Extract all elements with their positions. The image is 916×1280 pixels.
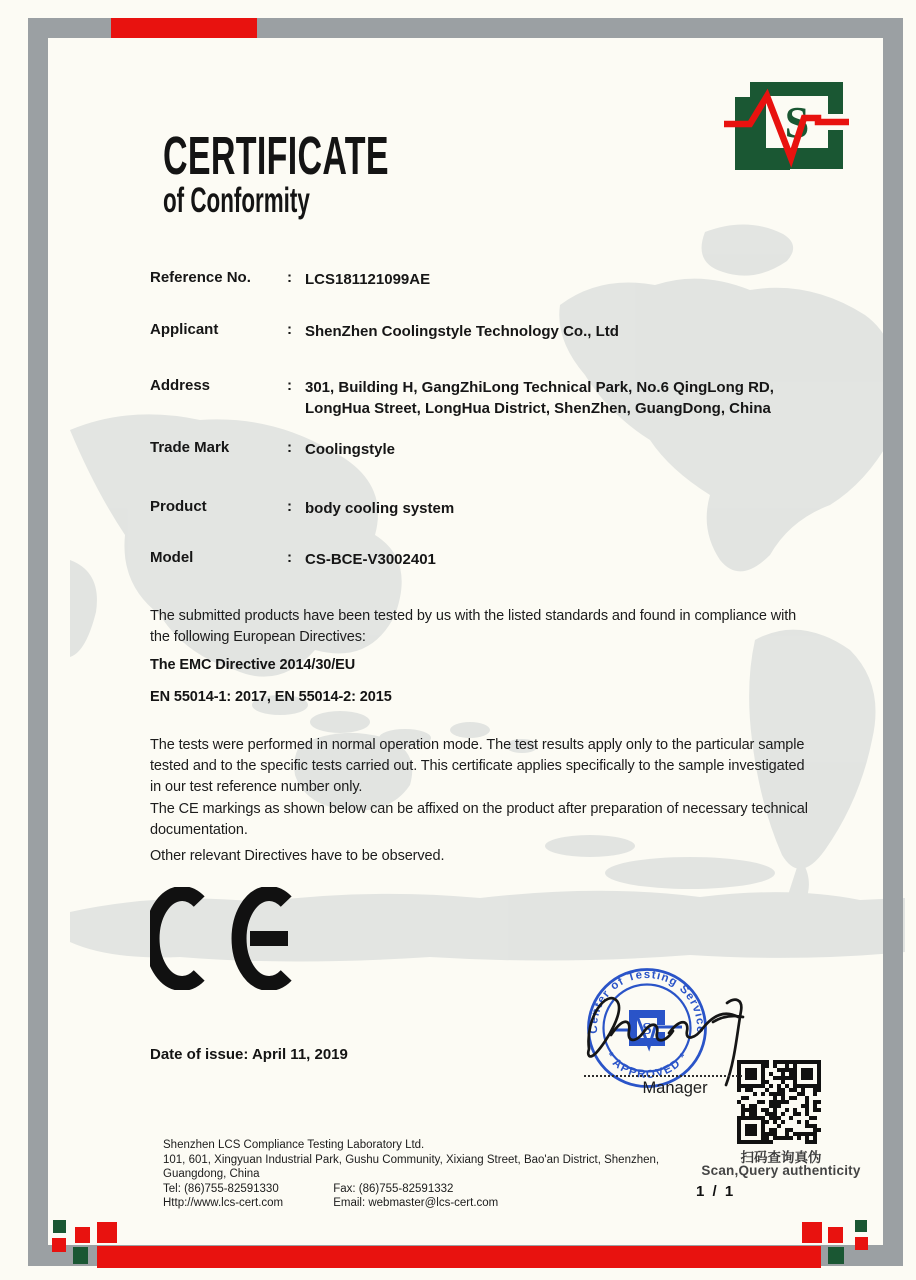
field-colon: : [287,269,292,286]
footer-company: Shenzhen LCS Compliance Testing Laboratory Ltd. [163,1139,425,1151]
field-colon: : [287,498,292,515]
signer-role: Manager [642,1079,708,1097]
stamp-letter: S [642,1019,652,1038]
paragraph-directive: The EMC Directive 2014/30/EU [150,657,356,673]
deco-square [855,1220,867,1232]
paragraph-other-note: Other relevant Directives have to be observed. [150,848,445,864]
footer-address-line1: 101, 601, Xingyuan Industrial Park, Gushu Community, Xixiang Street, Bao'an District, Shenzhen, [163,1153,660,1166]
top-red-accent-bar [111,18,257,38]
field-label: Trade Mark [150,439,230,456]
qr-caption-zh: 扫码查询真伪 [740,1150,822,1165]
frame-right [883,18,903,1266]
field-value: LCS181121099AE [305,271,431,288]
paragraph-tests-note: The tests were performed in normal operation mode. The test results apply only to the particular sample tested and to the specific tests carried out. This certificate applies specifically to the sample investigated in our test reference number only. [150,737,805,795]
footer-email: Email: webmaster@lcs-cert.com [333,1197,499,1210]
frame-left [28,18,48,1266]
field-label: Product [150,498,207,515]
field-value: ShenZhen Coolingstyle Technology Co., Ltd [305,323,619,340]
field-value: Coolingstyle [305,441,396,458]
deco-square [53,1220,66,1233]
deco-square [855,1237,868,1250]
field-colon: : [287,377,292,394]
footer-fax: Fax: (86)755-82591332 [333,1182,454,1195]
bottom-red-bar [97,1246,821,1268]
field-label: Model [150,549,194,566]
deco-square [97,1222,117,1243]
deco-square [828,1247,844,1264]
date-of-issue: Date of issue: April 11, 2019 [150,1046,348,1063]
field-value: body cooling system [305,500,455,517]
ce-marking-icon [150,887,293,990]
deco-square [75,1227,90,1243]
deco-square [73,1247,88,1264]
certificate-subtitle: of Conformity [163,181,310,220]
field-colon: : [287,439,292,456]
stamp-ring-bottom-text: * APPROVED * [603,1050,691,1082]
footer-address-line2: Guangdong, China [163,1168,260,1181]
field-colon: : [287,549,292,566]
deco-square [828,1227,843,1243]
signature-dotted-line [584,1065,742,1077]
field-value: CS-BCE-V3002401 [305,551,436,568]
deco-square [52,1238,66,1252]
field-label: Applicant [150,321,219,338]
paragraph-intro: The submitted products have been tested by us with the listed standards and found in compliance with the following European Directives: [150,608,797,645]
page-number: 1 / 1 [696,1183,736,1200]
logo-letter: S [784,98,810,147]
lcs-logo-icon [722,72,854,174]
field-label: Address [150,377,211,394]
paragraph-ce-note: The CE markings as shown below can be affixed on the product after preparation of necessary technical documentation. [150,801,808,838]
paragraph-standards: EN 55014-1: 2017, EN 55014-2: 2015 [150,689,392,705]
footer-tel: Tel: (86)755-82591330 [163,1182,279,1195]
field-label: Reference No. [150,269,251,286]
footer [163,1138,683,1211]
deco-square [802,1222,822,1243]
qr-caption-en: Scan,Query authenticity [701,1163,861,1178]
stamp-ring-top-text: Center of Testing Service [587,968,707,1034]
field-colon: : [287,321,292,338]
field-value: 301, Building H, GangZhiLong Technical Park, No.6 QingLong RD, LongHua Street, LongHua District, ShenZhen, GuangDong, China [305,379,774,417]
certificate-title: CERTIFICATE [163,126,389,186]
footer-website: Http://www.lcs-cert.com [163,1197,284,1210]
